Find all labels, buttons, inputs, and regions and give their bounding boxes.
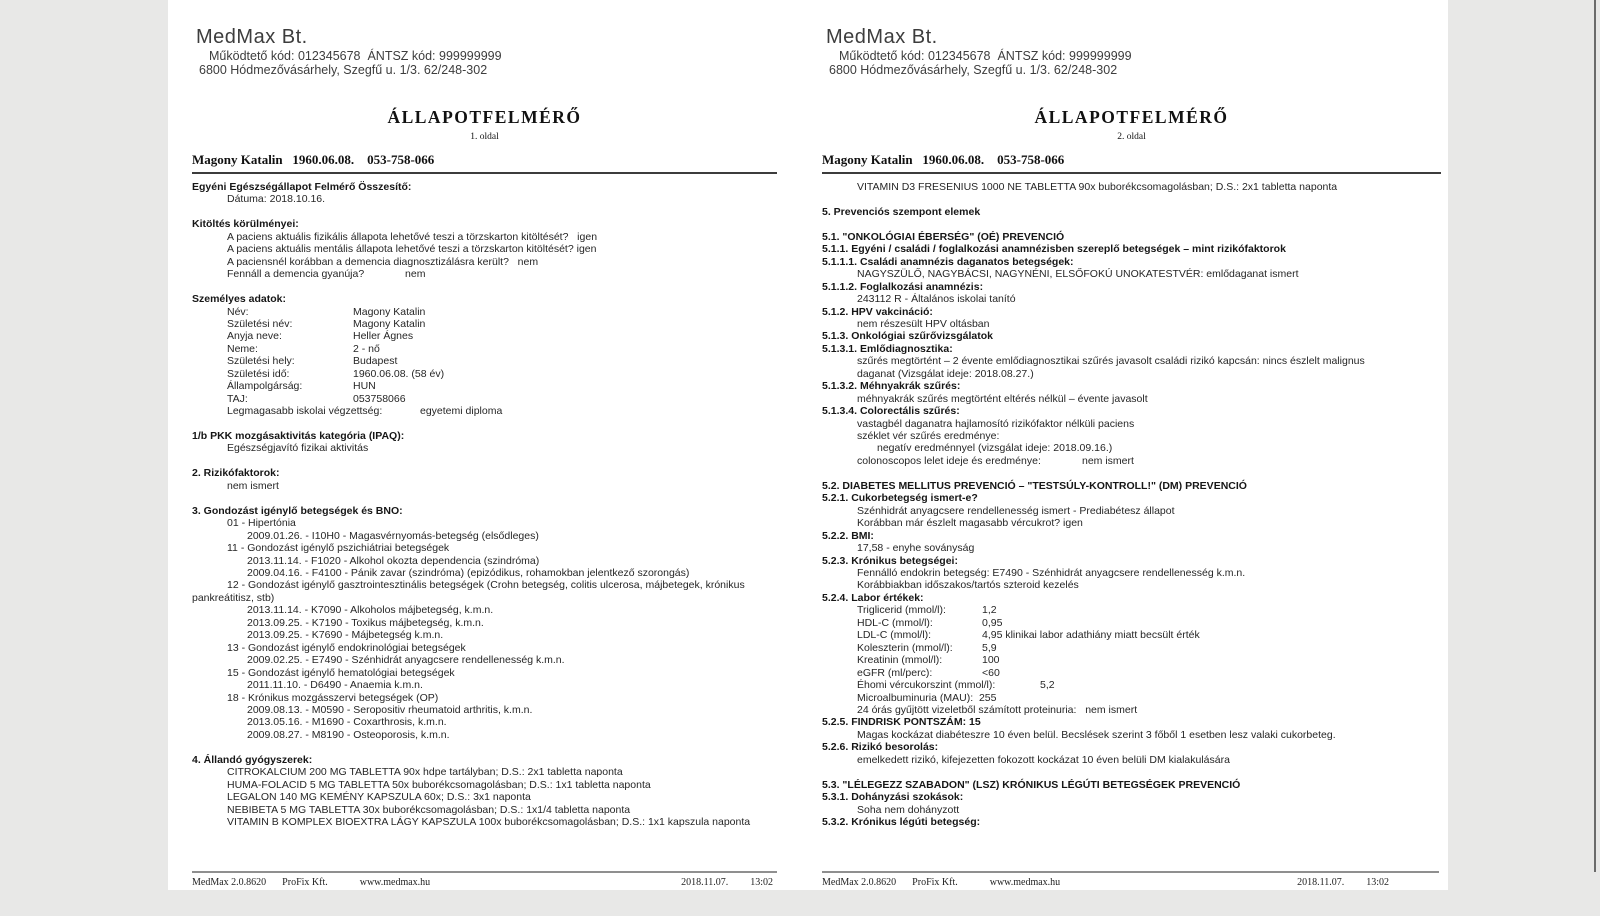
doc-line: Szénhidrát anyagcsere rendellenesség ismert - Prediabétesz állapot xyxy=(857,504,1175,517)
field-label: Legmagasabb iskolai végzettség: xyxy=(227,405,383,418)
doc-line: vastagbél daganatra hajlamosító rizikófaktor nélküli paciens xyxy=(857,417,1135,430)
doc-heading: 5.1.1.1. Családi anamnézis daganatos betegségek: xyxy=(822,255,1074,268)
scrollbar-thumb[interactable] xyxy=(1594,0,1596,872)
field-value: 1960.06.08. (58 év) xyxy=(353,367,445,380)
field-label: TAJ: xyxy=(227,392,248,405)
document-page-2 xyxy=(800,0,1448,890)
doc-line: 11 - Gondozást igénylő pszichiátriai betegségek xyxy=(227,542,450,555)
field-label: Születési név: xyxy=(227,317,293,330)
field-value: HUN xyxy=(353,380,376,393)
doc-line: Korábbiakban időszakos/tartós szteroid kezelés xyxy=(857,579,1079,592)
doc-field xyxy=(192,368,777,380)
document-title: ÁLLAPOTFELMÉRŐ xyxy=(1034,107,1229,127)
doc-line: A paciens aktuális mentális állapota lehetővé teszi a törzskarton kitöltését? igen xyxy=(227,243,597,256)
doc-heading: 5.3. "LÉLEGEZZ SZABADON" (LSZ) KRÓNIKUS LÉGÚTI BETEGSÉGEK PREVENCIÓ xyxy=(822,778,1241,791)
doc-line: A paciens aktuális fizikális állapota lehetővé teszi a törzskarton kitöltését? igen xyxy=(227,230,598,243)
doc-line: NEBIBETA 5 MG TABLETTA 30x buborékcsomagolásban; D.S.: 1x1/4 tabletta naponta xyxy=(227,803,631,816)
field-label: Koleszterin (mmol/l): xyxy=(857,641,953,654)
doc-heading: 5.2. DIABETES MELLITUS PREVENCIÓ – "TESTSÚLY-KONTROLL!" (DM) PREVENCIÓ xyxy=(822,479,1247,492)
doc-heading: 5.1.1.2. Foglalkozási anamnézis: xyxy=(822,280,984,293)
footer-app-version: MedMax 2.0.8620 xyxy=(822,877,897,888)
field-value: Heller Ágnes xyxy=(353,330,414,343)
field-value: 2 - nő xyxy=(353,342,380,355)
page-number-label: 1. oldal xyxy=(470,132,499,142)
footer-vendor: ProFix Kft. xyxy=(912,877,958,888)
company-name: MedMax Bt. xyxy=(826,26,938,48)
doc-blank-line xyxy=(192,418,777,430)
doc-blank-line xyxy=(192,206,777,218)
doc-line: 2013.11.14. - F1020 - Alkohol okozta dependencia (szindróma) xyxy=(247,554,540,567)
page-footer xyxy=(822,871,1439,888)
doc-line: Microalbuminuria (MAU): 255 xyxy=(857,691,997,704)
doc-field xyxy=(192,393,777,405)
doc-heading: 5.1.3. Onkológiai szűrővizsgálatok xyxy=(822,330,993,343)
field-value: 1,2 xyxy=(982,604,997,617)
field-value: 4,95 klinikai labor adathiány miatt becsült érték xyxy=(982,629,1200,642)
doc-heading: 5.1.3.1. Emlődiagnosztika: xyxy=(822,342,953,355)
doc-heading: 5.2.2. BMI: xyxy=(822,529,874,542)
doc-line: daganat (Vizsgálat ideje: 2018.08.27.) xyxy=(857,367,1034,380)
field-label: Állampolgárság: xyxy=(227,380,303,393)
doc-heading: 5.2.3. Krónikus betegségei: xyxy=(822,554,958,567)
doc-line: 2009.08.13. - M0590 - Seropositiv rheumatoid arthritis, k.m.n. xyxy=(247,703,533,716)
doc-heading: 5.3.1. Dohányzási szokások: xyxy=(822,791,964,804)
doc-line: 2013.09.25. - K7690 - Májbetegség k.m.n. xyxy=(247,629,444,642)
doc-line: Magas kockázat diabéteszre 10 éven belül. Becslések szerint 3 főből 1 esetben lesz valaki cukorbeteg. xyxy=(857,728,1336,741)
field-value: 0,95 xyxy=(982,616,1003,629)
doc-line: Egészségjavító fizikai aktivitás xyxy=(227,442,369,455)
doc-line: méhnyakrák szűrés megtörtént eltérés nélkül – évente javasolt xyxy=(857,392,1148,405)
doc-line: 01 - Hipertónia xyxy=(227,517,296,530)
doc-line: nem ismert xyxy=(227,479,279,492)
doc-field xyxy=(192,318,777,330)
doc-field xyxy=(822,455,1441,467)
header-divider xyxy=(192,172,777,174)
doc-field xyxy=(822,604,1441,616)
doc-blank-line xyxy=(192,455,777,467)
footer-time: 13:02 xyxy=(1366,877,1389,888)
field-value: nem ismert xyxy=(1082,454,1134,467)
field-label: Születési hely: xyxy=(227,355,295,368)
company-address: 6800 Hódmezővásárhely, Szegfű u. 1/3. 62/248-302 xyxy=(199,63,488,77)
doc-line: 2009.04.16. - F4100 - Pánik zavar (szindróma) (epizódikus, rohamokban jelentkező szorongás) xyxy=(247,566,690,579)
page-number-label: 2. oldal xyxy=(1117,132,1146,142)
doc-field xyxy=(822,654,1441,666)
doc-heading: 4. Állandó gyógyszerek: xyxy=(192,753,313,766)
doc-line: negatív eredménnyel (vizsgálat ideje: 2018.09.16.) xyxy=(877,442,1113,455)
doc-heading: 5. Prevenciós szempont elemek xyxy=(822,205,981,218)
field-label: Triglicerid (mmol/l): xyxy=(857,604,946,617)
doc-line: Fennálló endokrin betegség: E7490 - Szénhidrát anyagcsere rendellenesség k.m.n. xyxy=(857,567,1246,579)
doc-line: 18 - Krónikus mozgásszervi betegségek (OP) xyxy=(227,691,439,704)
doc-field xyxy=(822,667,1441,679)
document-page-1 xyxy=(168,0,800,890)
doc-heading: 5.1. "ONKOLÓGIAI ÉBERSÉG" (OÉ) PREVENCIÓ xyxy=(822,230,1065,243)
footer-website: www.medmax.hu xyxy=(989,877,1061,888)
doc-field xyxy=(822,629,1441,641)
doc-heading: Egyéni Egészségállapot Felmérő Összesítő: xyxy=(192,181,412,193)
doc-line: 2013.11.14. - K7090 - Alkoholos májbetegség, k.m.n. xyxy=(247,604,494,617)
field-value: Budapest xyxy=(353,355,398,368)
doc-line: 24 órás gyűjtött vizeletből számított proteinuria: nem ismert xyxy=(857,703,1138,716)
doc-blank-line xyxy=(192,281,777,293)
doc-heading: 2. Rizikófaktorok: xyxy=(192,467,280,480)
doc-heading: 3. Gondozást igénylő betegségek és BNO: xyxy=(192,504,403,517)
doc-line: széklet vér szűrés eredménye: xyxy=(857,430,1000,443)
doc-line: LEGALON 140 MG KEMÉNY KAPSZULA 60x; D.S.: 3x1 naponta xyxy=(227,791,531,804)
field-label: eGFR (ml/perc): xyxy=(857,666,933,679)
doc-line: 12 - Gondozást igénylő gasztrointesztinális betegségek (Crohn betegség, colitis ulcerosa, májbetegek, krónikus xyxy=(227,579,745,592)
doc-line: emelkedett rizikó, kifejezetten fokozott kockázat 10 éven belüli DM kialakulására xyxy=(857,753,1230,766)
footer-website: www.medmax.hu xyxy=(359,877,431,888)
doc-line: NAGYSZÜLŐ, NAGYBÁCSI, NAGYNÉNI, ELSŐFOKÚ UNOKATESTVÉR: emlődaganat ismert xyxy=(857,268,1299,281)
field-label: Kreatinin (mmol/l): xyxy=(857,654,943,667)
field-label: HDL-C (mmol/l): xyxy=(857,616,933,629)
doc-line: Soha nem dohányzott xyxy=(857,803,960,816)
doc-blank-line xyxy=(192,492,777,504)
field-label: Anyja neve: xyxy=(227,330,282,343)
page-footer xyxy=(192,871,777,888)
doc-line: 2009.01.26. - I10H0 - Magasvérnyomás-betegség (elsődleges) xyxy=(247,529,539,542)
doc-line: Korábban már észlelt magasabb vércukrot? igen xyxy=(857,517,1083,530)
field-label: colonoscopos lelet ideje és eredménye: xyxy=(857,454,1041,467)
doc-line: 2009.08.27. - M8190 - Osteoporosis, k.m.n. xyxy=(247,728,450,741)
footer-time: 13:02 xyxy=(750,877,773,888)
page-body xyxy=(822,181,1441,829)
field-value: egyetemi diploma xyxy=(420,405,503,418)
footer-divider xyxy=(822,871,1439,873)
doc-blank-line xyxy=(822,766,1441,778)
doc-field xyxy=(192,330,777,342)
doc-line: 2009.02.25. - E7490 - Szénhidrát anyagcsere rendellenesség k.m.n. xyxy=(247,654,565,667)
doc-heading: 5.2.6. Rizikó besorolás: xyxy=(822,741,939,754)
field-label: Születési idő: xyxy=(227,367,290,380)
footer-date: 2018.11.07. xyxy=(681,877,729,888)
doc-heading: 5.2.1. Cukorbetegség ismert-e? xyxy=(822,492,978,505)
doc-line: HUMA-FOLACID 5 MG TABLETTA 50x buborékcsomagolásban; D.S.: 1x1 tabletta naponta xyxy=(227,778,651,791)
company-name: MedMax Bt. xyxy=(196,26,308,48)
doc-line: VITAMIN B KOMPLEX BIOEXTRA LÁGY KAPSZULA 100x buborékcsomagolásban; D.S.: 1x1 kapszula naponta xyxy=(227,816,751,829)
doc-line: pankreátitisz, stb) xyxy=(192,591,275,604)
doc-line: Fennáll a demencia gyanúja? nem xyxy=(227,268,426,281)
doc-field xyxy=(192,380,777,392)
doc-line: 2011.11.10. - D6490 - Anaemia k.m.n. xyxy=(247,679,423,692)
doc-line: 13 - Gondozást igénylő endokrinológiai betegségek xyxy=(227,641,466,654)
header-divider xyxy=(822,172,1441,174)
field-label: Éhomi vércukorszint (mmol/l): xyxy=(857,679,996,692)
company-codes: Működtető kód: 012345678 ÁNTSZ kód: 999999999 xyxy=(209,49,502,63)
footer-app-version: MedMax 2.0.8620 xyxy=(192,877,267,888)
field-value: 100 xyxy=(982,654,1000,667)
doc-line: 17,58 - enyhe soványság xyxy=(857,542,975,555)
doc-field xyxy=(192,355,777,367)
patient-header-line: Magony Katalin 1960.06.08. 053-758-066 xyxy=(192,152,435,167)
field-value: Magony Katalin xyxy=(353,305,426,318)
patient-header-line: Magony Katalin 1960.06.08. 053-758-066 xyxy=(822,152,1065,167)
document-title: ÁLLAPOTFELMÉRŐ xyxy=(387,107,582,127)
field-value: 5,9 xyxy=(982,641,997,654)
doc-line: 243112 R - Általános iskolai tanító xyxy=(857,293,1016,306)
doc-field xyxy=(192,343,777,355)
field-value: <60 xyxy=(982,666,1000,679)
doc-heading: 5.2.5. FINDRISK PONTSZÁM: 15 xyxy=(822,716,981,729)
field-label: Neme: xyxy=(227,342,258,355)
doc-heading: 5.1.1. Egyéni / családi / foglalkozási anamnézisben szereplő betegségek – mint rizikófaktorok xyxy=(822,243,1286,256)
doc-field xyxy=(822,679,1441,691)
doc-blank-line xyxy=(192,741,777,753)
doc-field xyxy=(192,405,777,417)
doc-field xyxy=(192,306,777,318)
doc-line: szűrés megtörtént – 2 évente emlődiagnosztikai szűrés javasolt családi rizikó kapcsán: nincs észlelt malignus xyxy=(857,355,1365,368)
doc-heading: 5.1.2. HPV vakcináció: xyxy=(822,305,933,318)
doc-blank-line xyxy=(822,467,1441,479)
company-address: 6800 Hódmezővásárhely, Szegfű u. 1/3. 62/248-302 xyxy=(829,63,1118,77)
doc-blank-line xyxy=(822,193,1441,205)
doc-heading: 5.2.4. Labor értékek: xyxy=(822,591,924,604)
doc-heading: Személyes adatok: xyxy=(192,293,286,306)
doc-line: CITROKALCIUM 200 MG TABLETTA 90x hdpe tartályban; D.S.: 2x1 tabletta naponta xyxy=(227,766,623,779)
footer-divider xyxy=(192,871,777,873)
doc-heading: 5.1.3.2. Méhnyakrák szűrés: xyxy=(822,380,961,393)
footer-date: 2018.11.07. xyxy=(1297,877,1345,888)
field-value: 053758066 xyxy=(353,392,406,405)
doc-line: 15 - Gondozást igénylő hematológiai betegségek xyxy=(227,666,455,679)
doc-field xyxy=(822,617,1441,629)
field-label: Név: xyxy=(227,305,249,318)
field-value: 5,2 xyxy=(1040,679,1055,692)
doc-line: 2013.05.16. - M1690 - Coxarthrosis, k.m.n. xyxy=(247,716,447,729)
doc-heading: 5.3.2. Krónikus légúti betegség: xyxy=(822,816,981,829)
field-label: LDL-C (mmol/l): xyxy=(857,629,932,642)
doc-line: nem részesült HPV oltásban xyxy=(857,317,990,330)
company-codes: Működtető kód: 012345678 ÁNTSZ kód: 999999999 xyxy=(839,49,1132,63)
footer-vendor: ProFix Kft. xyxy=(282,877,328,888)
field-value: Magony Katalin xyxy=(353,317,426,330)
doc-blank-line xyxy=(822,218,1441,230)
doc-field xyxy=(822,642,1441,654)
doc-line: Dátuma: 2018.10.16. xyxy=(227,193,326,206)
page-body xyxy=(192,181,777,828)
doc-heading: Kitöltés körülményei: xyxy=(192,218,299,231)
doc-line: VITAMIN D3 FRESENIUS 1000 NE TABLETTA 90x buborékcsomagolásban; D.S.: 2x1 tabletta naponta xyxy=(857,181,1338,193)
doc-line: 2013.09.25. - K7190 - Toxikus májbetegség, k.m.n. xyxy=(247,616,484,629)
doc-line: A paciensnél korábban a demencia diagnosztizálásra került? nem xyxy=(227,255,539,268)
doc-heading: 5.1.3.4. Colorectális szűrés: xyxy=(822,405,960,418)
doc-heading: 1/b PKK mozgásaktivitás kategória (IPAQ): xyxy=(192,430,405,443)
